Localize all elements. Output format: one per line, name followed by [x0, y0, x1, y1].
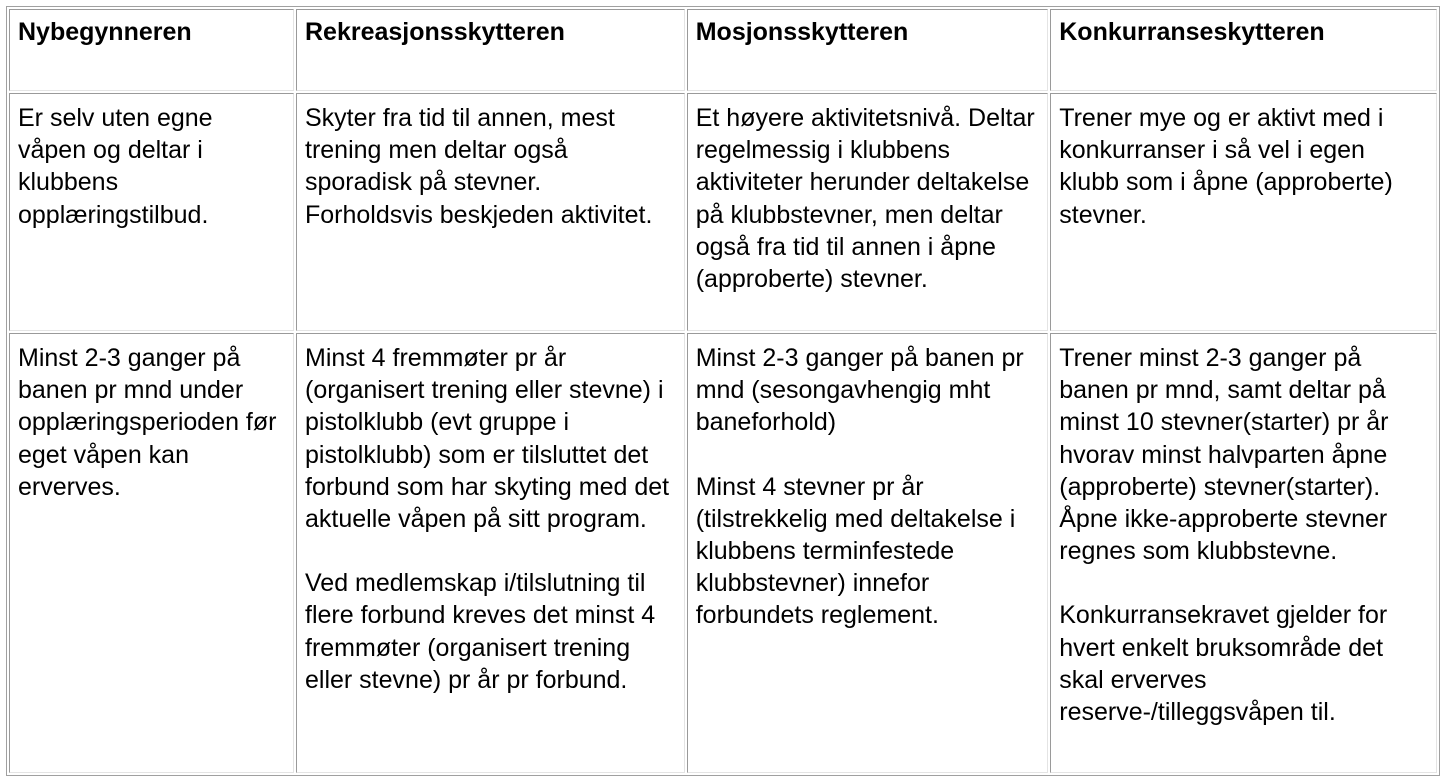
cell-paragraph: Minst 2-3 ganger på banen pr mnd under opplæringsperioden før eget våpen kan erverves. [18, 344, 277, 501]
cell-paragraph: Konkurransekravet gjelder for hvert enkelt bruksområde det skal erverves reserve-/tilleggsvåpen til. [1059, 601, 1388, 727]
cell-paragraph: Minst 4 stevner pr år (tilstrekkelig med deltakelse i klubbens terminfestede klubbstevner) innefor forbundets reglement. [695, 472, 1016, 630]
header-cell-mosjonsskytteren: Mosjonsskytteren [687, 9, 1049, 91]
header-cell-konkurranseskytteren: Konkurranseskytteren [1050, 9, 1437, 91]
header-row [9, 9, 1437, 91]
cell-paragraph: Et høyere aktivitetsnivå. Deltar regelmessig i klubbens aktiviteter herunder deltakelse på klubbstevner, men deltar også fra tid til annen i åpne (approberte) stevner. [695, 104, 1035, 294]
cell-paragraph: Er selv uten egne våpen og deltar i klubbens opplæringstilbud. [18, 104, 213, 229]
cell-description-konkurranseskytteren [1050, 93, 1437, 331]
cell-paragraph: Ved medlemskap i/tilslutning til flere forbund kreves det minst 4 fremmøter (organisert trening eller stevne) pr år pr forbund. [305, 569, 656, 694]
cell-paragraph: Trener mye og er aktivt med i konkurranser i så vel i egen klubb som i åpne (approberte) stevner. [1059, 104, 1393, 229]
cell-paragraph: Minst 4 fremmøter pr år (organisert trening eller stevne) i pistolklubb (evt gruppe i pistolklubb) som er tilsluttet det forbund som har skyting med det aktuelle våpen på sitt program. [305, 344, 670, 534]
header-cell-rekreasjonsskytteren: Rekreasjonsskytteren [296, 9, 685, 91]
cell-paragraph: Skyter fra tid til annen, mest trening men deltar også sporadisk på stevner. Forholdsvis beskjeden aktivitet. [305, 104, 653, 229]
cell-requirements-mosjonsskytteren [687, 333, 1049, 773]
cell-paragraph: Minst 2-3 ganger på banen pr mnd (sesongavhengig mht baneforhold) [695, 344, 1024, 437]
cell-paragraph: Trener minst 2-3 ganger på banen pr mnd, samt deltar på minst 10 stevner(starter) pr år hvorav minst halvparten åpne (approberte) stevner(starter). Åpne ikke-approberte stevner regnes som klubbstevne. [1059, 344, 1389, 566]
cell-requirements-konkurranseskytteren [1050, 333, 1437, 773]
cell-description-nybegynneren [9, 93, 294, 331]
shooter-categories-table [6, 6, 1440, 776]
cell-description-mosjonsskytteren [687, 93, 1049, 331]
table-row-requirements [9, 333, 1437, 773]
cell-description-rekreasjonsskytteren [296, 93, 685, 331]
header-cell-nybegynneren: Nybegynneren [9, 9, 294, 91]
cell-requirements-rekreasjonsskytteren [296, 333, 685, 773]
cell-requirements-nybegynneren [9, 333, 294, 773]
table-row-description [9, 93, 1437, 331]
